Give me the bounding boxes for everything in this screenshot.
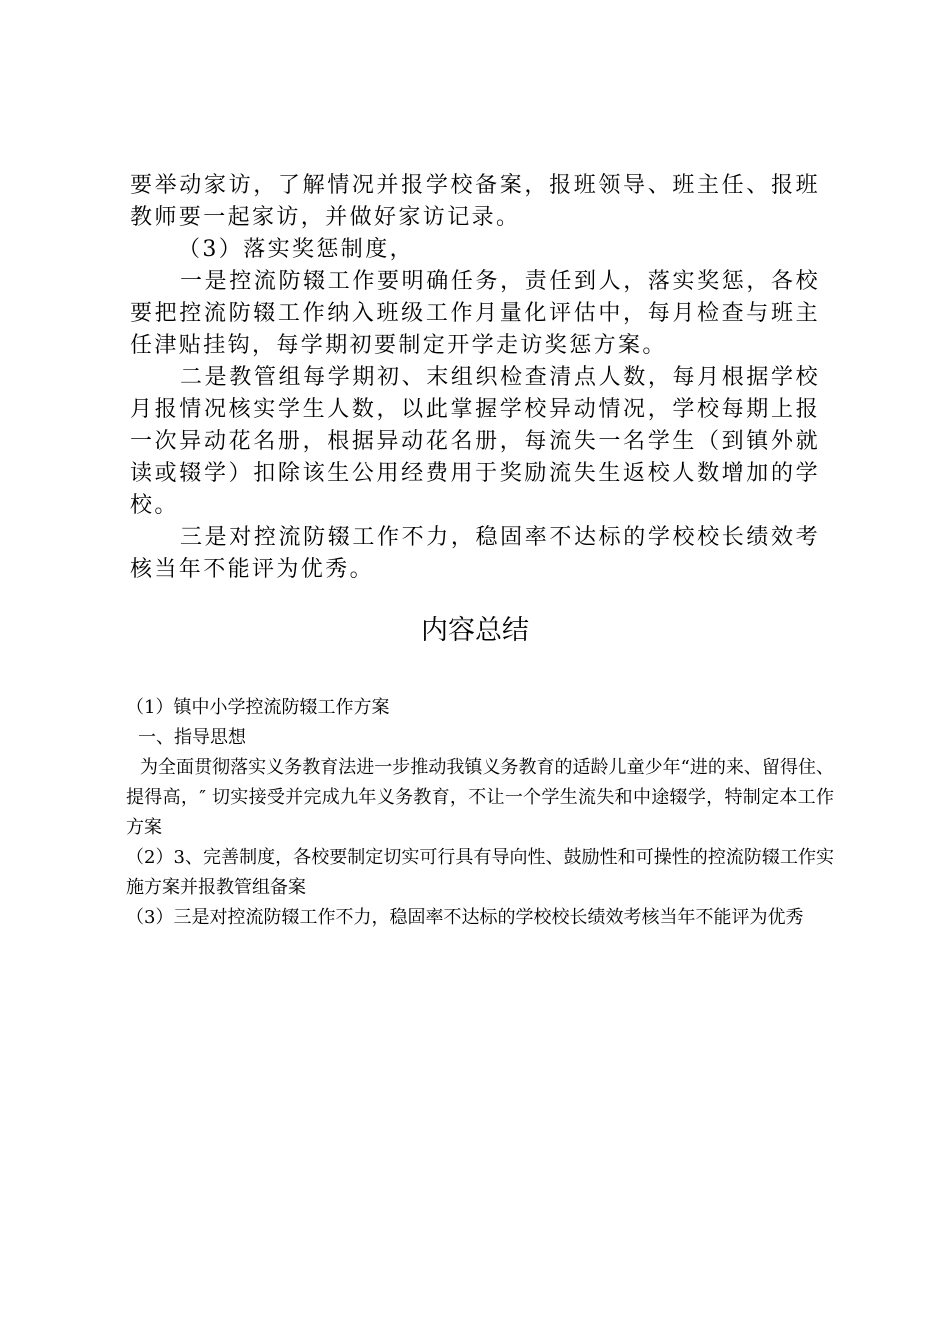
body-heading-reward-punishment: （3）落实奖惩制度， [178,237,414,262]
summary-item-1-subheading: 一、指导思想 [138,727,246,748]
body-paragraph-home-visit: 要举动家访，了解情况并报学校备案，报班领导、班主任、报班教师要一起家访，并做好家访记录。 [130,173,820,230]
summary-item-2: （2）3、完善制度，各校要制定切实可行具有导向性、鼓励性和可操性的控流防辍工作实施方案并报教管组备案 [126,847,834,898]
body-paragraph-first: 一是控流防辍工作要明确任务，责任到人，落实奖惩，各校要把控流防辍工作纳入班级工作月量化评估中，每月检查与班主任津贴挂钩，每学期初要制定开学走访奖惩方案。 [130,269,820,358]
body-paragraph-third: 三是对控流防辍工作不力，稳固率不达标的学校校长绩效考核当年不能评为优秀。 [130,525,820,582]
summary-item-1: （1）镇中小学控流防辍工作方案 [126,697,390,718]
summary-item-3: （3）三是对控流防辍工作不力，稳固率不达标的学校校长绩效考核当年不能评为优秀 [126,907,804,928]
body-section [130,170,820,586]
summary-section [126,693,834,933]
summary-title: 内容总结 [421,615,529,646]
summary-item-1-text: 为全面贯彻落实义务教育法进一步推动我镇义务教育的适龄儿童少年“进的来、留得住、提得高，″ 切实接受并完成九年义务教育，不让一个学生流失和中途辍学，特制定本工作方案 [126,757,834,838]
body-paragraph-second: 二是教管组每学期初、末组织检查清点人数，每月根据学校月报情况核实学生人数，以此掌握学校异动情况，学校每期上报一次异动花名册，根据异动花名册，每流失一名学生（到镇外就读或辍学）扣除该生公用经费用于奖励流失生返校人数增加的学校。 [130,365,820,518]
